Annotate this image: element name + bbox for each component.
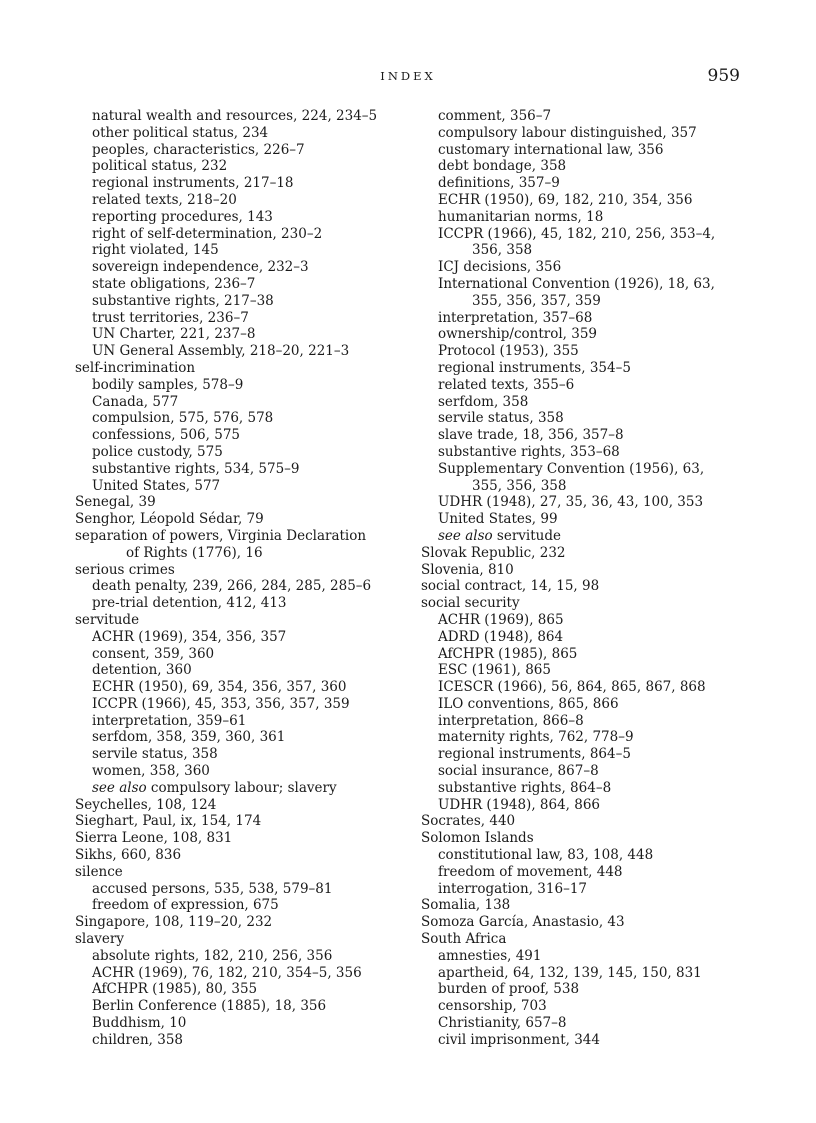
index-subentry: ESC (1961), 865: [438, 662, 551, 679]
index-subentry: censorship, 703: [438, 998, 547, 1015]
index-subentry: customary international law, 356: [438, 141, 664, 158]
index-heading: Seychelles, 108, 124: [75, 796, 217, 813]
index-subentry: serfdom, 358: [438, 393, 529, 410]
index-heading: Senegal, 39: [75, 494, 156, 511]
index-subentry: interpretation, 359–61: [92, 712, 247, 729]
index-subentry: accused persons, 535, 538, 579–81: [92, 880, 333, 897]
index-subentry: other political status, 234: [92, 124, 269, 141]
index-heading: slavery: [75, 931, 124, 948]
index-heading: separation of powers, Virginia Declaration: [75, 527, 367, 544]
running-head: [0, 66, 816, 90]
index-subentry: Canada, 577: [92, 393, 179, 410]
index-subentry: amnesties, 491: [438, 947, 542, 964]
index-subentry: United States, 577: [92, 477, 221, 494]
index-subentry: Buddhism, 10: [92, 1015, 187, 1032]
index-subentry: burden of proof, 538: [438, 981, 580, 998]
index-heading: Sierra Leone, 108, 831: [75, 830, 233, 847]
index-subentry: regional instruments, 864–5: [438, 746, 631, 763]
index-subentry: ECHR (1950), 69, 182, 210, 354, 356: [438, 191, 693, 208]
index-subentry: detention, 360: [92, 662, 192, 679]
index-subentry: servile status, 358: [92, 746, 218, 763]
index-subentry: bodily samples, 578–9: [92, 376, 244, 393]
index-subentry: regional instruments, 354–5: [438, 359, 631, 376]
index-subentry: ownership/control, 359: [438, 326, 598, 343]
index-subentry: freedom of expression, 675: [92, 897, 279, 914]
index-subentry: slave trade, 18, 356, 357–8: [438, 427, 624, 444]
index-subentry: Protocol (1953), 355: [438, 343, 579, 360]
index-heading: Socrates, 440: [421, 813, 516, 830]
index-subentry: related texts, 218–20: [92, 191, 237, 208]
index-subentry: political status, 232: [92, 158, 228, 175]
index-subentry: substantive rights, 534, 575–9: [92, 460, 300, 477]
index-subentry: ICJ decisions, 356: [438, 259, 562, 276]
index-continuation: 355, 356, 357, 359: [472, 292, 601, 309]
index-heading: silence: [75, 863, 123, 880]
index-subentry: interrogation, 316–17: [438, 880, 587, 897]
index-subentry: debt bondage, 358: [438, 158, 567, 175]
index-subentry: substantive rights, 864–8: [438, 779, 612, 796]
index-heading: social contract, 14, 15, 98: [421, 578, 600, 595]
index-heading: serious crimes: [75, 561, 175, 578]
index-subentry: death penalty, 239, 266, 284, 285, 285–6: [92, 578, 372, 595]
index-subentry: interpretation, 866–8: [438, 712, 584, 729]
index-column-right: [421, 108, 751, 1049]
index-subentry: ICESCR (1966), 56, 864, 865, 867, 868: [438, 679, 706, 696]
index-subentry: natural wealth and resources, 224, 234–5: [92, 108, 378, 124]
index-subentry: apartheid, 64, 132, 139, 145, 150, 831: [438, 964, 702, 981]
index-subentry: sovereign independence, 232–3: [92, 259, 309, 276]
index-heading: Senghor, Léopold Sédar, 79: [75, 511, 264, 528]
index-continuation: 355, 356, 358: [472, 477, 567, 494]
index-subentry: substantive rights, 217–38: [92, 292, 274, 309]
index-subentry: police custody, 575: [92, 443, 223, 460]
index-subentry: trust territories, 236–7: [92, 309, 249, 326]
see-also-label: see also: [92, 779, 147, 796]
index-column-left: [75, 108, 410, 1049]
index-subentry: maternity rights, 762, 778–9: [438, 729, 634, 746]
index-subentry: AfCHPR (1985), 865: [438, 645, 578, 662]
index-subentry: women, 358, 360: [92, 763, 210, 780]
index-subentry: substantive rights, 353–68: [438, 443, 620, 460]
index-subentry: UDHR (1948), 27, 35, 36, 43, 100, 353: [438, 494, 704, 511]
index-heading: Sieghart, Paul, ix, 154, 174: [75, 813, 262, 830]
index-subentry: ICCPR (1966), 45, 182, 210, 256, 353–4,: [438, 225, 716, 242]
index-subentry: reporting procedures, 143: [92, 208, 273, 225]
index-heading: social security: [421, 595, 520, 612]
index-subentry: constitutional law, 83, 108, 448: [438, 847, 654, 864]
index-subentry: pre-trial detention, 412, 413: [92, 595, 287, 612]
index-subentry: UN General Assembly, 218–20, 221–3: [92, 343, 350, 360]
index-subentry: Supplementary Convention (1956), 63,: [438, 460, 705, 477]
index-subentry: UN Charter, 221, 237–8: [92, 326, 256, 343]
index-subentry: Berlin Conference (1885), 18, 356: [92, 998, 327, 1015]
index-subentry: freedom of movement, 448: [438, 863, 623, 880]
index-subentry: consent, 359, 360: [92, 645, 215, 662]
index-subentry: children, 358: [92, 1031, 184, 1048]
index-subentry: confessions, 506, 575: [92, 427, 240, 444]
index-subentry: ACHR (1969), 865: [438, 611, 564, 628]
index-heading: self-incrimination: [75, 359, 196, 376]
index-subentry: definitions, 357–9: [438, 175, 560, 192]
index-subentry: state obligations, 236–7: [92, 275, 256, 292]
index-subentry: International Convention (1926), 18, 63,: [438, 275, 715, 292]
index-continuation: of Rights (1776), 16: [126, 544, 263, 561]
index-subentry: humanitarian norms, 18: [438, 208, 604, 225]
index-heading: Slovenia, 810: [421, 561, 514, 578]
index-subentry: compulsion, 575, 576, 578: [92, 410, 274, 427]
index-subentry: ECHR (1950), 69, 354, 356, 357, 360: [92, 679, 347, 696]
index-subentry: [75, 780, 410, 797]
index-heading: servitude: [75, 611, 140, 628]
index-subentry: related texts, 355–6: [438, 376, 575, 393]
index-subentry: serfdom, 358, 359, 360, 361: [92, 729, 286, 746]
index-subentry: servile status, 358: [438, 410, 564, 427]
index-subentry: interpretation, 357–68: [438, 309, 593, 326]
see-also-target: servitude: [496, 527, 561, 544]
index-heading: South Africa: [421, 931, 507, 948]
index-subentry: [421, 528, 751, 545]
index-heading: Singapore, 108, 119–20, 232: [75, 914, 273, 931]
index-subentry: ADRD (1948), 864: [438, 628, 564, 645]
index-subentry: absolute rights, 182, 210, 256, 356: [92, 947, 333, 964]
index-subentry: peoples, characteristics, 226–7: [92, 141, 305, 158]
index-subentry: compulsory labour distinguished, 357: [438, 124, 697, 141]
index-subentry: right violated, 145: [92, 242, 219, 259]
index-subentry: social insurance, 867–8: [438, 763, 599, 780]
index-heading: Solomon Islands: [421, 830, 534, 847]
index-heading: Sikhs, 660, 836: [75, 847, 182, 864]
index-subentry: UDHR (1948), 864, 866: [438, 796, 601, 813]
index-heading: Somalia, 138: [421, 897, 511, 914]
index-heading: Slovak Republic, 232: [421, 544, 566, 561]
index-subentry: Christianity, 657–8: [438, 1015, 567, 1032]
index-subentry: ACHR (1969), 354, 356, 357: [92, 628, 287, 645]
index-subentry: civil imprisonment, 344: [438, 1031, 600, 1048]
index-subentry: ILO conventions, 865, 866: [438, 695, 619, 712]
index-subentry: comment, 356–7: [438, 108, 552, 124]
index-subentry: ICCPR (1966), 45, 353, 356, 357, 359: [92, 695, 350, 712]
index-continuation: 356, 358: [472, 242, 533, 259]
index-subentry: regional instruments, 217–18: [92, 175, 294, 192]
index-subentry: ACHR (1969), 76, 182, 210, 354–5, 356: [92, 964, 362, 981]
see-also-target: compulsory labour; slavery: [150, 779, 337, 796]
index-subentry: right of self-determination, 230–2: [92, 225, 323, 242]
running-title: INDEX: [380, 69, 436, 83]
see-also-label: see also: [438, 527, 493, 544]
index-heading: Somoza García, Anastasio, 43: [421, 914, 625, 931]
page-number: 959: [707, 66, 740, 86]
index-subentry: United States, 99: [438, 511, 558, 528]
index-subentry: AfCHPR (1985), 80, 355: [92, 981, 258, 998]
